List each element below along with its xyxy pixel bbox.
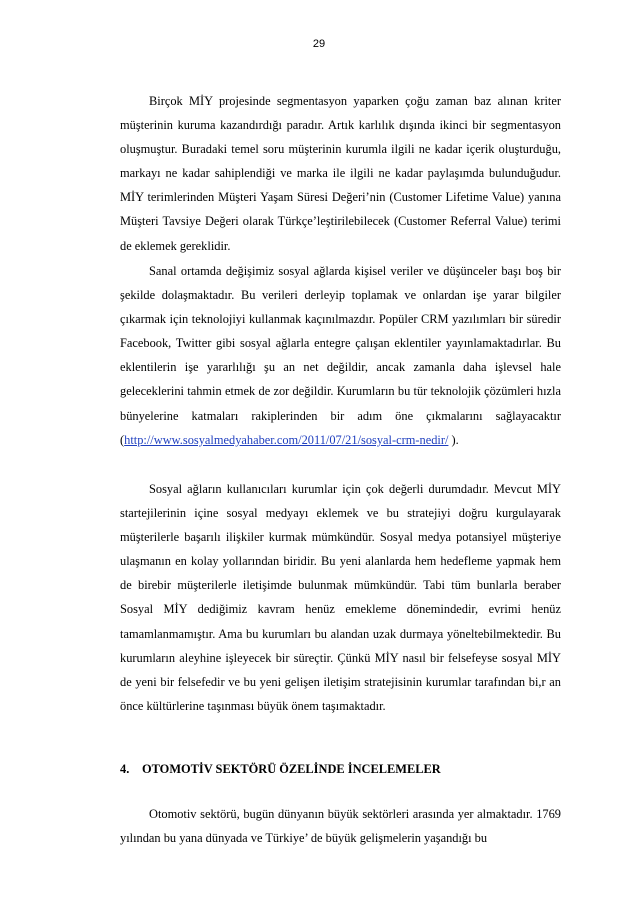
section-heading <box>120 757 561 781</box>
paragraph-social-miy: Sosyal ağların kullanıcıları kurumlar için çok değerli durumdadır. Mevcut MİY startejilerinin içine sosyal medyayı eklemek ve bu stratejiyi doğru kurgulayarak müşterilerle başarılı ilişkiler kurmak mümkündür. Sosyal medya potansiyel müşteriye ulaşmanın en kolay yollarından biridir. Bu yeni alanlarda hem hedefleme yapmak hem de birebir müşterilerle iletişimde bulunmak mümkündür. Tabi tüm bunlarla beraber Sosyal MİY dediğimiz kavram henüz emekleme dönemindedir, evrimi henüz tamamlanmamıştır. Ama bu kurumları bu alandan uzak durmaya yöneltebilmektedir. Bu kurumların aleyhine işleyecek bir süreçtir. Çünkü MİY nasıl bir felsefeyse sosyal MİY de yeni bir felsefedir ve bu yeni gelişen iletişim stratejisinin kurumlar tarafından bi,r an önce kültürlerine taşınması büyük önem taşımaktadır. <box>120 482 561 713</box>
section-number: 4. <box>120 762 130 776</box>
section-title: OTOMOTİV SEKTÖRÜ ÖZELİNDE İNCELEMELER <box>142 762 441 776</box>
paragraph-automotive: Otomotiv sektörü, bugün dünyanın büyük sektörleri arasında yer almaktadır. 1769 yılından bu yana dünyada ve Türkiye’ de büyük gelişmelerin yaşandığı bu <box>120 807 561 846</box>
source-link[interactable]: http://www.sosyalmedyahaber.com/2011/07/21/sosyal-crm-nedir/ <box>124 432 449 447</box>
paragraph-text-before-link: Sanal ortamda değişimiz sosyal ağlarda kişisel veriler ve düşünceler başı boş bir şekilde dolaşmaktadır. Bu verileri derleyip toplamak ve onlardan işe yarar bilgiler çıkarmak için teknolojiyi kullanmak kaçınılmazdır. Popüler CRM yazılımları bir süredir Facebook, Twitter gibi sosyal ağlarla entegre çalışan eklentiler yayınlamaktadırlar. Bu eklentilerin işe yararlılığı şu an net değildir, ancak zamanla daha işlevsel hale geleceklerini tahmin etmek de zor değildir. Kurumların bu tür teknolojik çözümleri hızla bünyelerine katmaları rakiplerinden bir adım öne çıkmalarını sağlayacaktır ( <box>120 264 561 447</box>
paragraph-segmentation: Birçok MİY projesinde segmentasyon yaparken çoğu zaman baz alınan kriter müşterinin kuruma kazandırdığı paradır. Artık karlılık dışında ikinci bir segmentasyon oluşmuştur. Buradaki temel soru müşterinin kurumla ilgili ne kadar içerik oluşturduğu, markayı ne kadar sahiplendiği ve marka ile ilgili ne kadar paylaşımda bulunduğudur. MİY terimlerinden Müşteri Yaşam Süresi Değeri’nin (Customer Lifetime Value) yanına Müşteri Tavsiye Değeri olarak Türkçe’leştirilebilecek (Customer Referral Value) terimi de eklemek gereklidir. <box>120 94 561 253</box>
paragraph-social-networks <box>120 259 561 452</box>
paragraph-text-after-link: ). <box>448 432 459 447</box>
page-number: 29 <box>312 38 326 50</box>
